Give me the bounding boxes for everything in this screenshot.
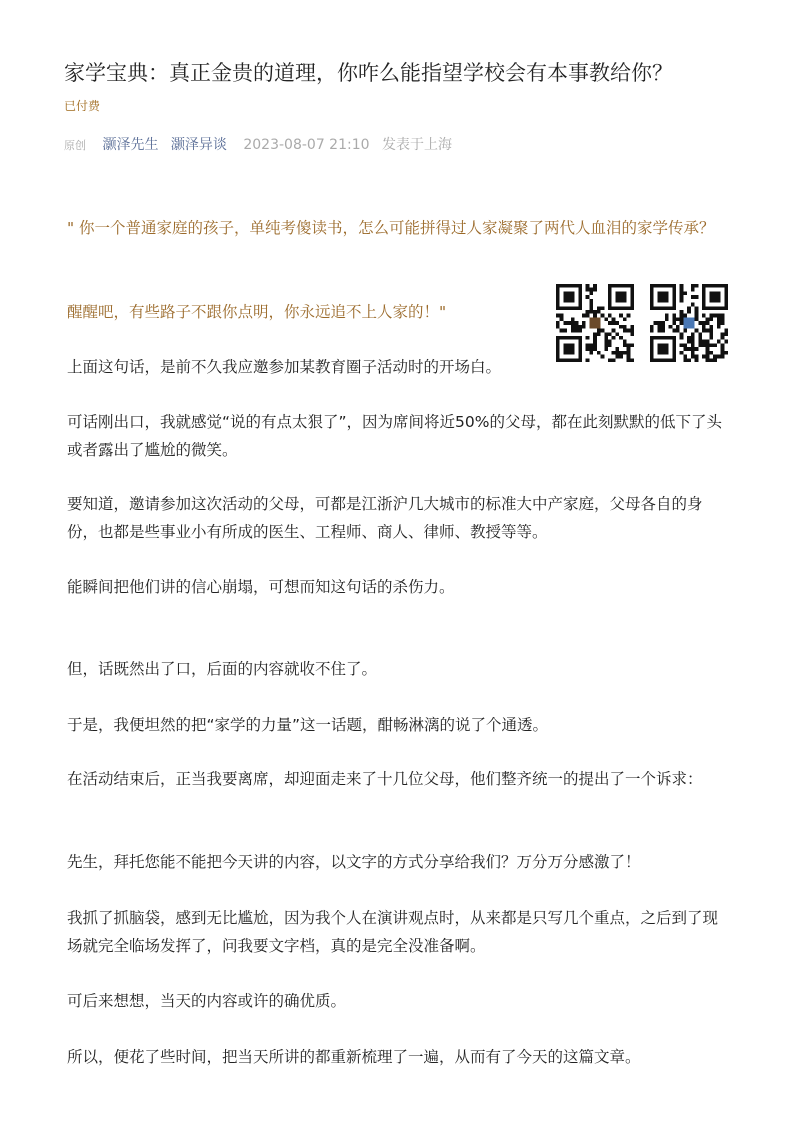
author-link[interactable]: 灏泽先生 bbox=[102, 137, 159, 153]
paragraph: 所以，便花了些时间，把当天所讲的都重新梳理了一遍，从而有了今天的这篇文章。 bbox=[67, 1048, 641, 1066]
paragraph: 上面这句话，是前不久我应邀参加某教育圈子活动时的开场白。 bbox=[67, 358, 502, 376]
original-label: 原创 bbox=[64, 139, 86, 152]
account-link[interactable]: 灏泽异谈 bbox=[170, 137, 227, 153]
quote-paragraph-1: " 你一个普通家庭的孩子，单纯考傻读书，怎么可能拼得过人家凝聚了两代人血泪的家学传承？ bbox=[67, 219, 715, 237]
publish-time: 2023-08-07 21:10 bbox=[243, 137, 370, 153]
qr-code-icon bbox=[650, 284, 728, 362]
paragraph: 于是，我便坦然的把“家学的力量”这一话题，酣畅淋漓的说了个通透。 bbox=[67, 716, 549, 734]
article-title: 家学宝典：真正金贵的道理，你咋么能指望学校会有本事教给你？ bbox=[64, 61, 673, 85]
paragraph: 要知道，邀请参加这次活动的父母，可都是江浙沪几大城市的标准大中产家庭，父母各自的身份，也都是些事业小有所成的医生、工程师、商人、律师、教授等等。 bbox=[67, 495, 703, 541]
paragraph: 我抓了抓脑袋，感到无比尴尬，因为我个人在演讲观点时，从来都是只写几个重点，之后到了现场就完全临场发挥了，问我要文字档，真的是完全没准备啊。 bbox=[67, 909, 719, 955]
publish-location: 发表于上海 bbox=[381, 137, 452, 153]
quote-paragraph-2: 醒醒吧，有些路子不跟你点明，你永远追不上人家的！" bbox=[67, 303, 447, 321]
paid-badge: 已付费 bbox=[64, 99, 101, 113]
paragraph: 能瞬间把他们讲的信心崩塌，可想而知这句话的杀伤力。 bbox=[67, 578, 455, 596]
paragraph: 但，话既然出了口，后面的内容就收不住了。 bbox=[67, 660, 378, 678]
article-meta bbox=[64, 134, 452, 154]
paragraph: 先生，拜托您能不能把今天讲的内容，以文字的方式分享给我们？万分万分感激了！ bbox=[67, 853, 641, 871]
paragraph: 可后来想想，当天的内容或许的确优质。 bbox=[67, 992, 347, 1010]
paragraph: 可话刚出口，我就感觉“说的有点太狠了”，因为席间将近50%的父母，都在此刻默默的低下了头或者露出了尴尬的微笑。 bbox=[67, 413, 723, 459]
qr-code-icon bbox=[556, 284, 634, 362]
paragraph: 在活动结束后，正当我要离席，却迎面走来了十几位父母，他们整齐统一的提出了一个诉求： bbox=[67, 770, 703, 788]
